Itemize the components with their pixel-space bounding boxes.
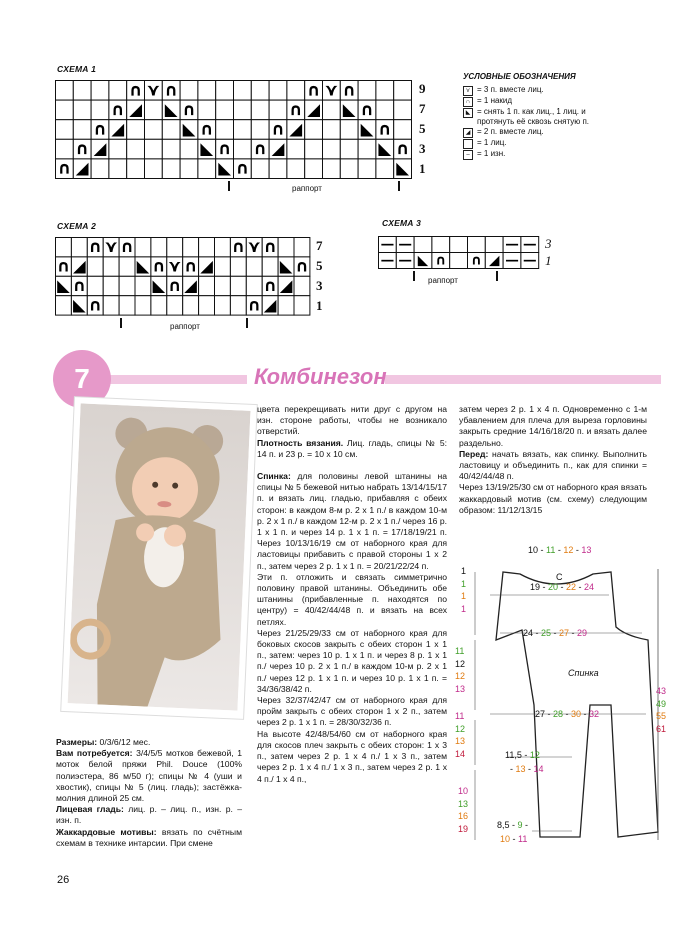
stitch-symbol: ∩ [128,80,143,100]
grid-cell [394,100,412,120]
grid-cell [294,296,310,315]
stitch-symbol: ∩ [295,256,309,276]
grid-cell [287,139,305,159]
stitch-symbol: ∩ [231,237,246,257]
stitch-symbol: ◣ [279,256,293,276]
stitch-symbol: ∩ [164,80,178,100]
stitch-symbol: ∩ [271,119,285,139]
stitch-symbol: ◣ [396,158,410,178]
grid-cell [215,257,231,276]
stitch-symbol: ∩ [378,119,392,139]
grid-cell [340,120,358,140]
stitch-symbol: — [505,252,519,269]
grid-cell [230,276,246,295]
grid-cell [180,81,198,101]
stitch-symbol: ◢ [200,256,213,276]
stitch-symbol: ∩ [168,275,182,295]
stitch-symbol: ⋎ [247,237,261,257]
grid-cell [450,237,468,253]
grid-cell [145,159,163,179]
row-number: 3 [316,278,323,293]
waist-width: 27 - 28 - 30 - 32 [535,709,600,719]
legend-item: ⋎ = 3 п. вместе лиц. [463,85,663,96]
baby-photo [68,403,251,710]
grid-cell [109,139,127,159]
right-column-text: затем через 2 р. 1 х 4 п. Одновременно с 1-м убавлением для плеча для выреза горловины закрыть средние 14/16/18/20 п. и вязать далее раздельно. Перед: начать вязать, как спинку. Выполнить ластовицу и объединить п., как для спинки = 40/42/44/48 п. Через 13/19/25/30 см от наборного края вязать жаккардовый мотив (см. схему) следующим образом: 11/12/13/15 [459,404,647,515]
row-number: 5 [419,121,426,136]
legend-title: УСЛОВНЫЕ ОБОЗНАЧЕНИЯ [463,72,576,81]
grid-cell [71,238,87,257]
grid-cell [91,81,109,101]
grid-cell [323,159,341,179]
grid-cell [215,238,231,257]
left-side-dims: 11 12 13 14 [455,711,466,759]
page-number: 26 [57,874,70,886]
title-bar-left [107,375,247,384]
left-leg-dims: 10 13 16 19 [458,786,469,834]
stitch-symbol: ◣ [152,275,166,295]
grid-cell [414,237,432,253]
grid-cell [230,296,246,315]
stitch-symbol: ◢ [289,119,303,139]
row-number: 3 [419,141,426,156]
stitch-symbol: — [380,236,395,253]
grid-cell [127,139,145,159]
grid-cell [358,81,376,101]
grid-cell [394,81,412,101]
grid-cell [56,238,72,257]
stitch-symbol: — [380,252,395,269]
grid-cell [246,257,262,276]
stitch-symbol: ∩ [235,158,250,178]
stitch-symbol: — [523,236,537,253]
grid-cell [103,276,119,295]
grid-cell [180,139,198,159]
grid-cell [294,238,310,257]
row-number: 7 [419,101,426,116]
stitch-symbol: ∩ [306,80,321,100]
grid-cell [358,159,376,179]
grid-cell [287,159,305,179]
grid-cell [251,120,269,140]
row-number: 3 [545,236,552,251]
thigh-width: 11,5 - 12 [505,750,540,760]
grid-cell [376,159,394,179]
grid-cell [485,237,503,253]
grid-cell [145,139,163,159]
grid-cell [103,257,119,276]
grid-cell [183,296,199,315]
grid-cell [119,296,135,315]
grid-cell [73,81,91,101]
grid-cell [135,276,151,295]
scheme-1-grid [55,80,415,180]
grid-cell [162,159,180,179]
grid-cell [251,81,269,101]
stitch-symbol: ∩ [263,237,277,257]
grid-cell [56,81,74,101]
legend-item: ◢ = 2 п. вместе лиц. [463,127,663,138]
skpo-icon: ◣ [463,108,473,118]
left-top-dims: 1 1 1 1 [461,566,467,614]
grid-cell [432,237,450,253]
grid-cell [216,81,234,101]
label-c: C [556,572,563,582]
stitch-symbol: ◢ [279,275,293,295]
stitch-symbol: ⋎ [168,256,182,276]
left-armhole-dims: 11 12 12 13 [455,646,466,694]
stitch-symbol: ∩ [182,99,196,119]
stitch-symbol: ◢ [184,275,197,295]
stitch-symbol: ◢ [129,99,143,119]
project-number-badge: 7 [53,350,111,408]
stitch-symbol: ∩ [470,252,482,269]
grid-cell [56,100,74,120]
grid-cell [91,100,109,120]
grid-cell [294,276,310,295]
grid-cell [234,120,252,140]
grid-cell [127,120,145,140]
ankle-width-2: 10 - 11 [500,834,528,844]
left-column-text: Размеры: 0/3/6/12 мес. Вам потребуется: 3/4/5/5 мотков бежевой, 1 моток белой пряжи Phil. Douce (100% полиэстера, 86 м/50 г); спицы № 4 (уши и хвостик), спицы № 5 (лиц. гладь); застёжка-молния длиной 25 см. Лицевая гладь: лиц. р. – лиц. п., изн. р. – изн. п. Жаккардовые мотивы: вязать по счётным схемам в технике интарсии. При смене [56,737,243,848]
legend [463,72,663,160]
row-number: 9 [419,81,426,96]
stitch-symbol: ◢ [263,295,277,315]
stitch-symbol: — [398,252,412,269]
stitch-symbol: ◢ [75,158,89,178]
grid-cell [56,296,72,315]
rapport-marker [228,181,230,191]
legend-item: – = 1 изн. [463,149,663,160]
project-title: Комбинезон [254,364,387,389]
grid-cell [394,120,412,140]
grid-cell [56,120,74,140]
k3tog-icon: ⋎ [463,86,473,96]
grid-cell [305,159,323,179]
row-number: 1 [419,161,426,176]
stitch-symbol: — [505,236,519,253]
stitch-symbol: ∩ [253,139,267,159]
grid-cell [251,159,269,179]
grid-cell [183,238,199,257]
rapport-marker [496,271,498,281]
stitch-symbol: ∩ [57,158,72,178]
legend-item: ◣ = снять 1 п. как лиц., 1 лиц. и протянуть её сквозь снятую п. [463,107,663,127]
row-number: 5 [316,258,323,273]
stitch-symbol: ∩ [111,99,125,119]
stitch-symbol: ◣ [378,139,392,159]
stitch-symbol: ◢ [111,119,125,139]
grid-cell [56,139,74,159]
grid-cell [468,237,486,253]
stitch-symbol: ∩ [120,237,134,257]
grid-cell [340,159,358,179]
purl-icon: – [463,150,473,160]
scheme-3-title: СХЕМА 3 [382,218,422,228]
ankle-width: 8,5 - 9 - [497,820,529,830]
grid-cell [135,296,151,315]
grid-cell [145,100,163,120]
grid-cell [358,139,376,159]
stitch-symbol: ◢ [73,256,86,276]
grid-cell [198,159,216,179]
stitch-symbol: ⋎ [324,80,339,100]
scheme-1-title: СХЕМА 1 [57,64,97,74]
grid-cell [73,120,91,140]
thigh-width-2: - 13 - 14 [510,764,544,774]
grid-cell [216,100,234,120]
grid-cell [376,100,394,120]
grid-cell [145,120,163,140]
label-back: Спинка [568,668,599,678]
grid-cell [127,159,145,179]
grid-cell [234,100,252,120]
stitch-symbol: ◢ [93,139,107,159]
grid-cell [269,159,287,179]
grid-cell [323,139,341,159]
photo-frame [61,397,257,719]
grid-cell [278,238,294,257]
stitch-symbol: ◢ [307,99,321,119]
grid-cell [278,296,294,315]
stitch-symbol: ∩ [263,275,277,295]
stitch-symbol: ∩ [75,139,89,159]
stitch-symbol: ∩ [72,275,87,295]
middle-column-text: цвета перекрещивать нити друг с другом на изн. стороне работы, чтобы не возникало отверстий. Плотность вязания. Лиц. гладь, спицы № 5: 14 п. и 23 р. = 10 х 10 см. Спинка: для половины левой штанины на спицы № 5 бежевой нитью набрать 13/14/15/17 п. и вязать лиц. гладью, прибавляя с обеих сторон: в каждом 8-м р. 2 х 1 п./ в каждом 10-м р. 2 х 1 п./ в каждом 12-м р. 2 х 1 п./ через 16 р. 1 х 1 п. и через 14 р. 1 х 1 п. = 17/18/19/21 п. Через 10/13/16/19 см от наборного края для ластовицы прибавить с правой стороны 1 х 2 п., затем через 2 р. 1 х 1 п. = 20/21/22/24 п. Эти п. отложить и связать симметрично половину правой штанины. Объединить обе штанины (прибавленные п. находятся по центру) = 40/42/44/48 п. и вязать на всех петлях. Через 21/25/29/33 см от наборного края для боковых скосов закрыть с обеих сторон 1 х 1 п., затем: через 10 р. 1 х 1 п. и через 8 р. 1 х 1 п./ через 10 р. 2 х 1 п./ в каждом 10-м р. 2 х 1 п./ через 12 р. 1 х 1 п. и через 10 р. 1 х 1 п. = 34/36/38/42 п. Через 32/37/42/47 см от наборного края для пройм закрыть с обеих сторон 1 х 2 п., затем через 2 р. 1 х 1 п. = 28/30/32/36 п. На высоте 42/48/54/60 см от наборного края для скосов плеч закрыть с обеих сторон: 1 х 3 п., затем через 2 р. 1 х 4 п./ 1 х 3 п., затем через 2 р. 1 х 4 п./ 1 х 3 п., затем через 2 р. 1 х 4 п./ 1 х 4 п., [257,404,447,784]
stitch-symbol: ◣ [200,139,214,159]
grid-cell [162,120,180,140]
grid-cell [73,100,91,120]
grid-cell [198,100,216,120]
stitch-symbol: — [523,252,537,269]
grid-cell [287,81,305,101]
grid-cell [323,100,341,120]
stitch-symbol: ∩ [289,99,303,119]
shoulder-width: 19 - 20 - 22 - 24 [530,582,595,592]
grid-cell [199,296,215,315]
right-total-height: 43 49 55 61 [656,686,667,734]
legend-item: = 1 лиц. [463,138,663,149]
stitch-symbol: ◣ [136,256,150,276]
grid-cell [87,257,103,276]
chest-width: 24 - 25 - 27 - 29 [523,628,588,638]
yarn-over-icon: ∩ [463,97,473,107]
grid-cell [215,276,231,295]
legend-item: ∩ = 1 накид [463,96,663,107]
grid-cell [135,238,151,257]
grid-cell [376,81,394,101]
grid-cell [246,276,262,295]
scheme-3-rapport: раппорт [428,276,458,285]
k2tog-icon: ◢ [463,128,473,138]
neck-width: 10 - 11 - 12 - 13 [528,545,592,555]
stitch-symbol: ◢ [271,139,285,159]
stitch-symbol: ∩ [247,295,261,315]
scheme-3-grid [378,236,540,270]
stitch-symbol: ◣ [182,119,196,139]
rapport-marker [246,318,248,328]
row-number: 7 [316,238,323,253]
stitch-symbol: ∩ [360,99,374,119]
grid-cell [162,139,180,159]
grid-cell [91,159,109,179]
grid-cell [119,257,135,276]
grid-cell [199,238,215,257]
grid-cell [109,81,127,101]
stitch-symbol: ◣ [57,275,70,295]
rapport-marker [120,318,122,328]
grid-cell [450,253,468,269]
rapport-marker [413,271,415,281]
grid-cell [269,100,287,120]
stitch-symbol: ∩ [88,237,102,257]
stitch-symbol: ∩ [435,252,447,269]
grid-cell [87,276,103,295]
grid-cell [103,296,119,315]
stitch-symbol: ◣ [417,252,429,269]
grid-cell [262,257,278,276]
stitch-symbol: ∩ [56,256,71,276]
stitch-symbol: ∩ [93,119,107,139]
grid-cell [180,159,198,179]
grid-cell [151,238,167,257]
row-number: 1 [316,298,323,313]
grid-cell [234,139,252,159]
grid-cell [167,296,183,315]
stitch-symbol: ⋎ [104,237,118,257]
grid-cell [269,81,287,101]
stitch-symbol: ◣ [218,158,232,178]
stitch-symbol: ◣ [342,99,356,119]
grid-cell [151,296,167,315]
stitch-symbol: ∩ [395,139,410,159]
rapport-marker [398,181,400,191]
grid-cell [340,139,358,159]
grid-cell [216,120,234,140]
stitch-symbol: ∩ [152,256,166,276]
grid-cell [198,81,216,101]
grid-cell [119,276,135,295]
grid-cell [167,238,183,257]
scheme-1-rapport: раппорт [292,184,322,193]
stitch-symbol: ◢ [488,252,500,269]
stitch-symbol: ⋎ [146,80,161,100]
stitch-symbol: ∩ [200,119,214,139]
grid-cell [305,139,323,159]
stitch-symbol: ∩ [217,139,232,159]
scheme-2-rapport: раппорт [170,322,200,331]
grid-cell [251,100,269,120]
stitch-symbol: ◣ [164,99,178,119]
stitch-symbol: ∩ [183,256,198,276]
grid-cell [230,257,246,276]
scheme-2-grid [55,237,311,317]
title-bar-right [385,375,661,384]
stitch-symbol: ∩ [88,295,102,315]
scheme-2-title: СХЕМА 2 [57,221,97,231]
grid-cell [215,296,231,315]
stitch-symbol: — [398,236,412,253]
row-number: 1 [545,253,552,268]
stitch-symbol: ◣ [360,119,374,139]
knit-icon [463,139,473,149]
grid-cell [305,120,323,140]
grid-cell [109,159,127,179]
grid-cell [199,276,215,295]
stitch-symbol: ∩ [342,80,356,100]
grid-cell [234,81,252,101]
stitch-symbol: ◣ [73,295,86,315]
grid-cell [323,120,341,140]
